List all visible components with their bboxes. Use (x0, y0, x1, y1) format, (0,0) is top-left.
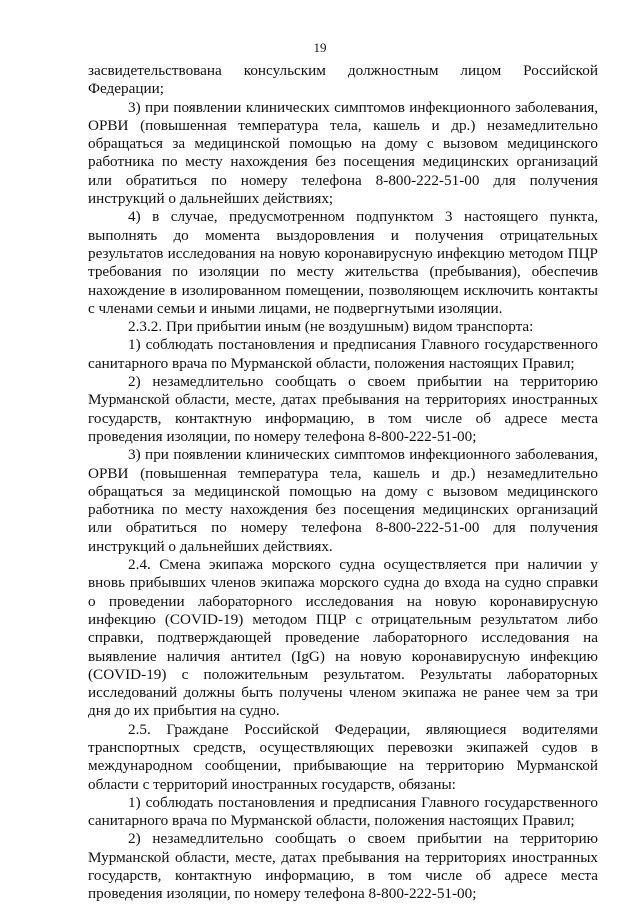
paragraph-heading-2-3-2: 2.3.2. При прибытии иным (не воздушным) видом транспорта: (128, 318, 534, 336)
paragraph-consular-certification: засвидетельствована консульским должностным лицом Российской Федерации; (88, 62, 598, 98)
paragraph-symptoms-ground: 3) при появлении клинических симптомов инфекционного заболевания, ОРВИ (повышенная температура тела, кашель и др.) незамедлительно обращаться за медицинской помощью на дому с вызовом медицинского работника по месту нахождения без посещения медицинских организаций или обратиться по номеру телефона 8-800-222-51-00 для получения инструкций о дальнейших действиях. (88, 446, 598, 555)
paragraph-drivers-2-5: 2.5. Граждане Российской Федерации, являющиеся водителями транспортных средств, осуществляющих перевозки экипажей судов в международном сообщении, прибывающие на территорию Мурманской области с территорий иностранных государств, обязаны: (88, 720, 598, 793)
paragraph-isolation: 4) в случае, предусмотренном подпунктом 3 настоящего пункта, выполнять до момента выздоровления и получения отрицательных результатов исследования на новую коронавирусную инфекцию методом ПЦР требования по изоляции по месту жительства (пребывания), обеспечив нахождение в изолированном помещении, позволяющем исключить контакты с членами семьи и иными лицами, не подвергнутыми изоляции. (88, 208, 598, 317)
paragraph-drivers-report-arrival: 2) незамедлительно сообщать о своем прибытии на территорию Мурманской области, месте, датах пребывания на территориях иностранных государств, контактную информацию, в том числе об адресе места проведения изоляции, по номеру телефона 8-800-222-51-00; (88, 830, 598, 903)
paragraph-drivers-comply: 1) соблюдать постановления и предписания Главного государственного санитарного врача по Мурманской области, положения настоящих Правил; (88, 793, 598, 830)
paragraph-report-arrival: 2) незамедлительно сообщать о своем прибытии на территорию Мурманской области, месте, датах пребывания на территориях иностранных государств, контактную информацию, в том числе об адресе места проведения изоляции, по номеру телефона 8-800-222-51-00; (88, 373, 598, 445)
page-number: 19 (313, 40, 327, 55)
paragraph-comply-regulations: 1) соблюдать постановления и предписания Главного государственного санитарного врача по Мурманской области, положения настоящих Правил; (88, 336, 598, 372)
paragraph-symptoms-air: 3) при появлении клинических симптомов инфекционного заболевания, ОРВИ (повышенная температура тела, кашель и др.) незамедлительно обращаться за медицинской помощью на дому с вызовом медицинского работника по месту нахождения без посещения медицинских организаций или обратиться по номеру телефона 8-800-222-51-00 для получения инструкций о дальнейших действиях; (88, 98, 598, 208)
document-body (88, 62, 598, 904)
paragraph-crew-change-2-4: 2.4. Смена экипажа морского судна осуществляется при наличии у вновь прибывших членов экипажа морского судна до входа на судно справки о проведении лабораторного исследования на новую коронавирусную инфекцию (COVID-19) методом ПЦР с отрицательным результатом либо справки, подтверждающей проведение лабораторного исследования на выявление наличия антител (IgG) на новую коронавирусную инфекцию (COVID-19) с положительным результатом. Результаты лабораторных исследований должны быть получены членом экипажа не ранее чем за три дня до их прибытия на судно. (88, 556, 598, 720)
